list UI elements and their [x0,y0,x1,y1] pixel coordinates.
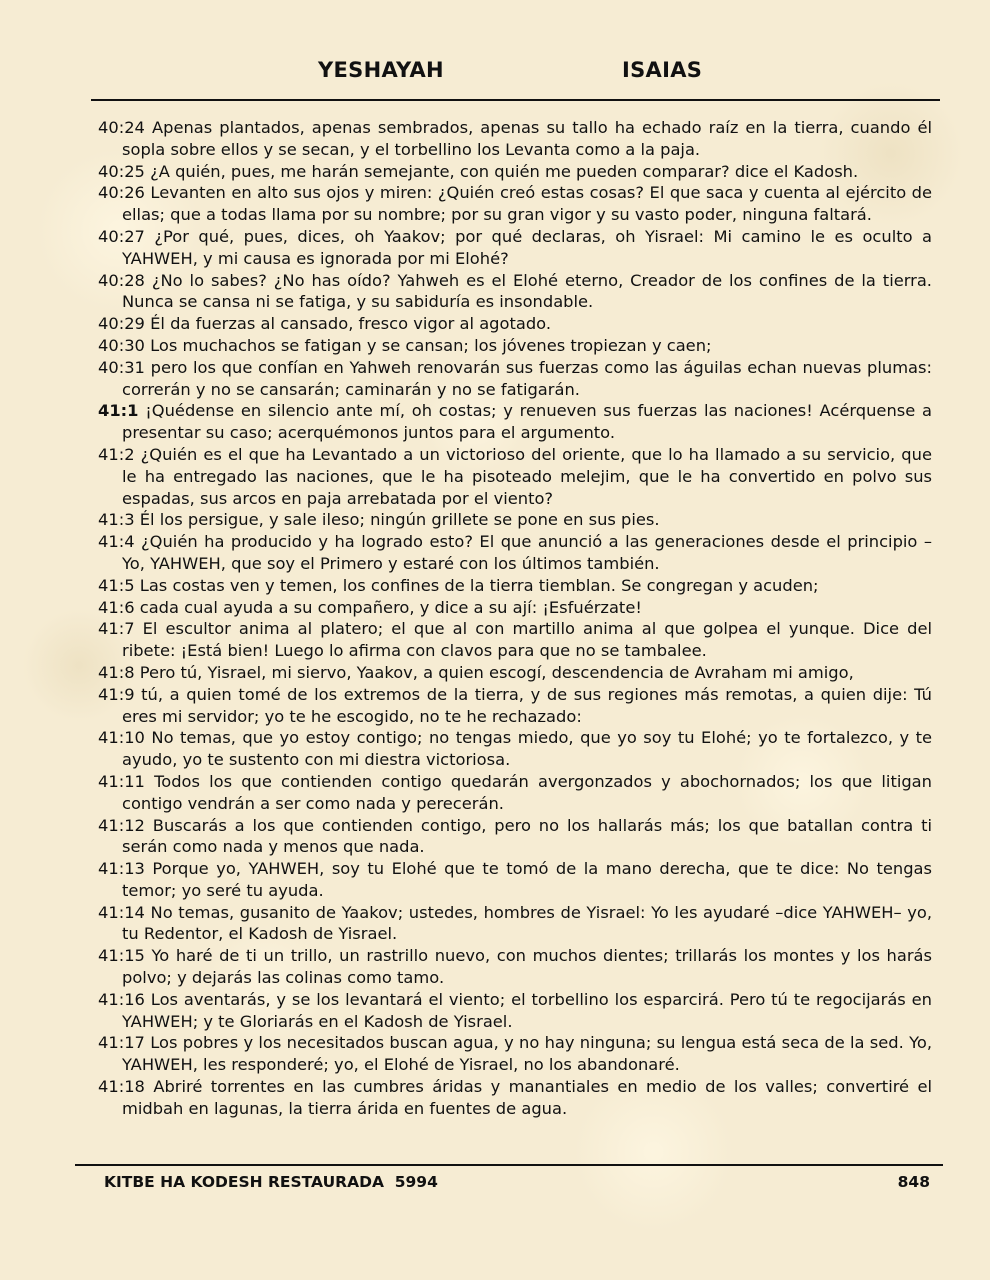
verse [98,400,932,444]
verse-text: ¡Quédense en silencio ante mí, oh costas; y renueven sus fuerzas las naciones! Acérquense a presentar su caso; acerquémonos juntos para el argumento. [122,401,932,443]
verse-reference: 41:2 [98,444,135,464]
verse-list [98,117,932,1120]
verse-reference: 41:15 [98,946,145,966]
verse [98,902,932,946]
header-divider [91,99,940,101]
verse [98,357,932,401]
verse-reference: 40:26 [98,183,145,203]
verse-text: ¿Quién ha producido y ha logrado esto? El que anunció a las generaciones desde el principio – Yo, YAHWEH, que soy el Primero y estaré con los últimos también. [122,532,932,573]
verse-text: ¿Por qué, pues, dices, oh Yaakov; por qué declaras, oh Yisrael: Mi camino le es oculto a YAHWEH, y mi causa es ignorada por mi Elohé? [122,226,932,268]
verse-text: Apenas plantados, apenas sembrados, apenas su tallo ha echado raíz en la tierra, cuando él sopla sobre ellos y se secan, y el torbellino los Levanta como a la paja. [122,118,932,159]
verse-reference: 41:7 [98,619,135,639]
verse-text: Levanten en alto sus ojos y miren: ¿Quién creó estas cosas? El que saca y cuenta al ejército de ellas; que a todas llama por su nombre; por su gran vigor y su vasto poder, ninguna faltará. [122,183,932,225]
verse [98,989,932,1033]
verse [98,531,932,575]
verse [98,815,932,859]
verse-reference: 40:27 [98,226,145,246]
verse-reference: 41:16 [98,989,145,1009]
verse-text: No temas, gusanito de Yaakov; ustedes, hombres de Yisrael: Yo les ayudaré –dice YAHWEH– yo, tu Redentor, el Kadosh de Yisrael. [122,902,932,944]
verse [98,444,932,509]
verse-text: cada cual ayuda a su compañero, y dice a su ají: ¡Esfuérzate! [139,597,642,617]
verse-text: Él da fuerzas al cansado, fresco vigor al agotado. [150,314,552,334]
verse-text: ¿Quién es el que ha Levantado a un victorioso del oriente, que lo ha llamado a su servicio, que le ha entregado las naciones, que le ha pisoteado melejim, que le ha convertido en polvo sus espadas, sus arcos en paja arrebatada por el viento? [122,444,932,508]
verse-text: tú, a quien tomé de los extremos de la tierra, y de sus regiones más remotas, a quien dije: Tú eres mi servidor; yo te he escogido, no te he rechazado: [122,684,932,726]
verse-reference: 40:28 [98,270,145,290]
verse-text: Buscarás a los que contienden contigo, pero no los hallarás más; los que batallan contra ti serán como nada y menos que nada. [122,815,932,857]
verse-text: ¿A quién, pues, me harán semejante, con quién me pueden comparar? dice el Kadosh. [150,161,859,181]
verse-reference: 40:25 [98,161,145,181]
footer-book-title: KITBE HA KODESH RESTAURADA 5994 [104,1173,438,1191]
verse-text: Yo haré de ti un trillo, un rastrillo nuevo, con muchos dientes; trillarás los montes y los harás polvo; y dejarás las colinas como tamo. [122,946,932,988]
verse-reference: 41:6 [98,597,135,617]
verse-text: Pero tú, Yisrael, mi siervo, Yaakov, a quien escogí, descendencia de Avraham mi amigo, [139,662,854,682]
verse-text: Los muchachos se fatigan y se cansan; los jóvenes tropiezan y caen; [150,335,712,355]
verse-text: Todos los que contienden contigo quedarán avergonzados y abochornados; los que litigan contigo vendrán a ser como nada y perecerán. [122,771,932,813]
verse [98,509,932,531]
verse-text: Porque yo, YAHWEH, soy tu Elohé que te tomó de la mano derecha, que te dice: No tengas temor; yo seré tu ayuda. [122,859,932,900]
verse-reference: 41:18 [98,1077,145,1097]
page-number: 848 [897,1173,930,1191]
verse [98,618,932,662]
verse [98,117,932,161]
verse [98,1076,932,1120]
verse-text: Las costas ven y temen, los confines de la tierra tiemblan. Se congregan y acuden; [139,575,819,595]
verse-reference: 41:4 [98,532,135,552]
verse [98,727,932,771]
header-title-hebrew: YESHAYAH [318,58,444,82]
verse-reference: 41:8 [98,662,135,682]
verse-text: pero los que confían en Yahweh renovarán sus fuerzas como las águilas echan nuevas plumas: correrán y no se cansarán; caminarán y no se fatigarán. [122,357,932,399]
verse [98,858,932,902]
page-header [0,58,990,90]
verse [98,313,932,335]
verse [98,335,932,357]
verse-reference: 41:3 [98,510,135,530]
verse [98,684,932,728]
verse-reference: 41:17 [98,1033,145,1053]
verse [98,597,932,619]
verse-text: Los aventarás, y se los levantará el viento; el torbellino los esparcirá. Pero tú te regocijarás en YAHWEH; y te Gloriarás en el Kadosh de Yisrael. [122,989,932,1031]
verse-reference: 41:5 [98,575,135,595]
verse-reference: 40:24 [98,118,145,137]
verse [98,945,932,989]
footer-divider [75,1164,943,1166]
verse-reference: 41:10 [98,728,145,748]
verse-text: ¿No lo sabes? ¿No has oído? Yahweh es el Elohé eterno, Creador de los confines de la tierra. Nunca se cansa ni se fatiga, y su sabiduría es insondable. [122,270,932,312]
verse-reference: 41:14 [98,902,145,922]
verse-reference: 41:13 [98,859,145,879]
verse [98,182,932,226]
verse-reference: 40:31 [98,357,145,377]
verse-reference: 41:12 [98,815,145,835]
verse [98,161,932,183]
verse-text: No temas, que yo estoy contigo; no tengas miedo, que yo soy tu Elohé; yo te fortalezco, y te ayudo, yo te sustento con mi diestra victoriosa. [122,728,932,770]
verse [98,575,932,597]
verse-text: Él los persigue, y sale ileso; ningún grillete se pone en sus pies. [139,510,660,530]
header-title-spanish: ISAIAS [622,58,703,82]
verse-text: Abriré torrentes en las cumbres áridas y manantiales en medio de los valles; convertiré el midbah en lagunas, la tierra árida en fuentes de agua. [122,1077,932,1118]
verse-reference: 40:30 [98,335,145,355]
verse [98,226,932,270]
verse-reference: 40:29 [98,314,145,334]
verse-text: El escultor anima al platero; el que al con martillo anima al que golpea el yunque. Dice del ribete: ¡Está bien! Luego lo afirma con clavos para que no se tambalee. [122,619,932,661]
verse [98,662,932,684]
verse [98,270,932,314]
verse-reference: 41:9 [98,684,135,704]
verse [98,771,932,815]
verse-text: Los pobres y los necesitados buscan agua, y no hay ninguna; su lengua está seca de la sed. Yo, YAHWEH, les responderé; yo, el Elohé de Yisrael, no los abandonaré. [122,1033,932,1075]
verse-reference: 41:1 [98,401,139,421]
verse [98,1032,932,1076]
verse-reference: 41:11 [98,771,145,791]
